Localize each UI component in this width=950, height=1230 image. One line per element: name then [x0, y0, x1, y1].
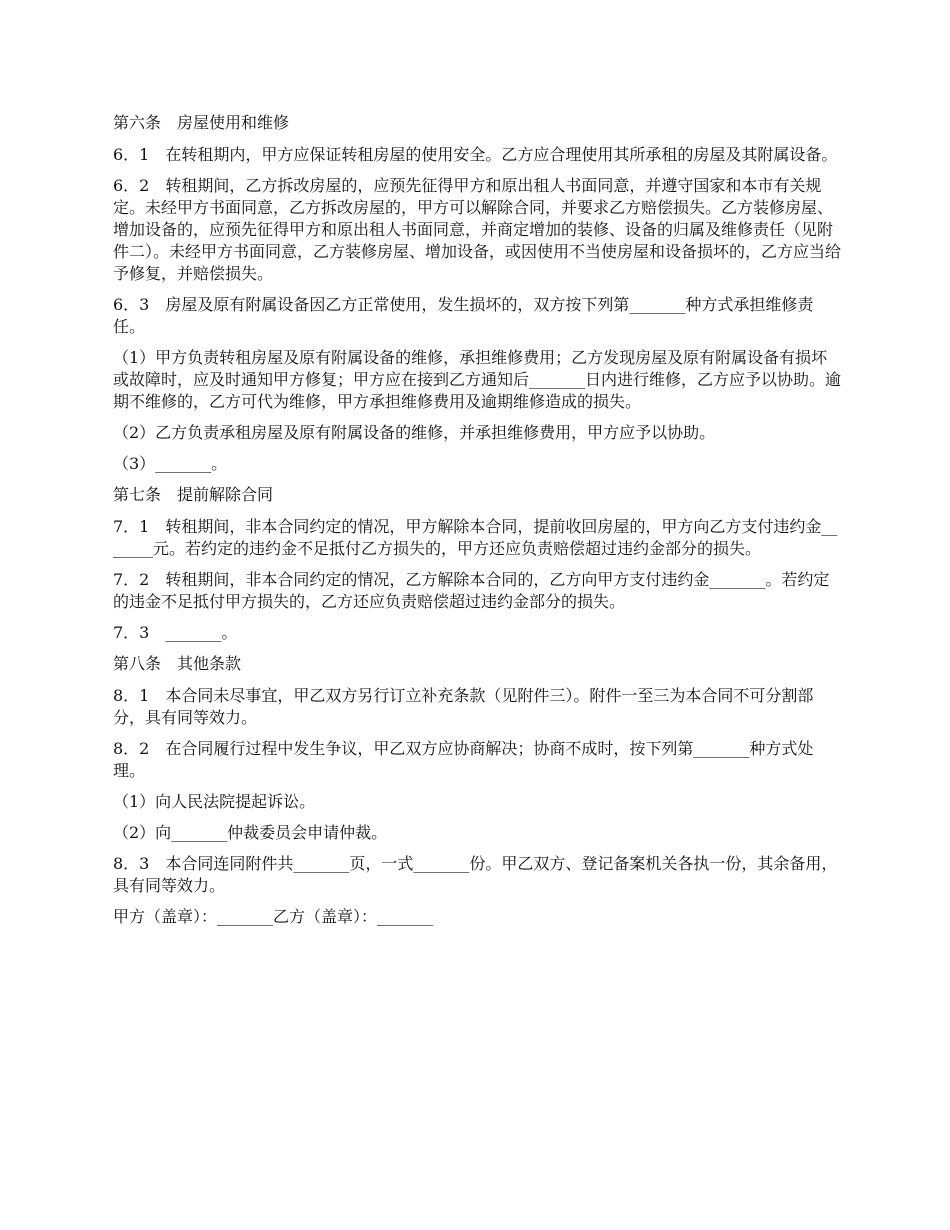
article-7-heading: 第七条 提前解除合同 [113, 485, 274, 504]
clause-6-2: 6．2 转租期间，乙方拆改房屋的，应预先征得甲方和原出租人书面同意，并遵守国家和本市有关规定。未经甲方书面同意，乙方拆改房屋的，甲方可以解除合同，并要求乙方赔偿损失。乙方装修房屋、增加设备的，应预先征得甲方和原出租人书面同意，并商定增加的装修、设备的归属及维修责任（见附件二）。未经甲方书面同意，乙方装修房屋、增加设备，或因使用不当使房屋和设备损坏的，乙方应当给予修复，并赔偿损失。 [113, 176, 842, 283]
clause-6-3-option-1: （1）甲方负责转租房屋及原有附属设备的维修，承担维修费用；乙方发现房屋及原有附属设备有损坏或故障时，应及时通知甲方修复；甲方应在接到乙方通知后_______日内进行维修，乙方应予以协助。逾期不维修的，乙方可代为维修，甲方承担维修费用及逾期维修造成的损失。 [113, 348, 842, 411]
clause-8-3: 8．3 本合同连同附件共_______页，一式_______份。甲乙双方、登记备案机关各执一份，其余备用，具有同等效力。 [113, 854, 838, 895]
article-8-heading: 第八条 其他条款 [113, 654, 242, 673]
clause-7-1: 7．1 转租期间，非本合同约定的情况，甲方解除本合同，提前收回房屋的，甲方向乙方支付违约金_______元。若约定的违约金不足抵付乙方损失的，甲方还应负责赔偿超过违约金部分的损失。 [113, 517, 838, 558]
clause-8-2-option-1: （1）向人民法院提起诉讼。 [113, 792, 316, 811]
clause-6-3-option-2: （2）乙方负责承租房屋及原有附属设备的维修，并承担维修费用，甲方应予以协助。 [113, 423, 716, 442]
clause-6-3: 6．3 房屋及原有附属设备因乙方正常使用，发生损坏的，双方按下列第_______种方式承担维修责任。 [113, 295, 814, 336]
article-6-heading: 第六条 房屋使用和维修 [113, 113, 290, 132]
signature-line: 甲方（盖章）：_______乙方（盖章）：_______ [113, 907, 434, 926]
clause-8-1: 8．1 本合同未尽事宜，甲乙双方另行订立补充条款（见附件三）。附件一至三为本合同不可分割部分，具有同等效力。 [113, 686, 814, 727]
clause-8-2-option-2: （2）向_______仲裁委员会申请仲裁。 [113, 823, 388, 842]
clause-7-2: 7．2 转租期间，非本合同约定的情况，乙方解除本合同的，乙方向甲方支付违约金_______。若约定的违金不足抵付甲方损失的，乙方还应负责赔偿超过违约金部分的损失。 [113, 570, 830, 611]
clause-6-1: 6．1 在转租期内，甲方应保证转租房屋的使用安全。乙方应合理使用其所承租的房屋及其附属设备。 [113, 145, 838, 164]
contract-page [113, 112, 841, 937]
clause-6-3-option-3: （3）_______。 [113, 454, 228, 473]
clause-7-3: 7．3 _______。 [113, 623, 238, 642]
clause-8-2: 8．2 在合同履行过程中发生争议，甲乙双方应协商解决；协商不成时，按下列第_______种方式处理。 [113, 739, 814, 780]
